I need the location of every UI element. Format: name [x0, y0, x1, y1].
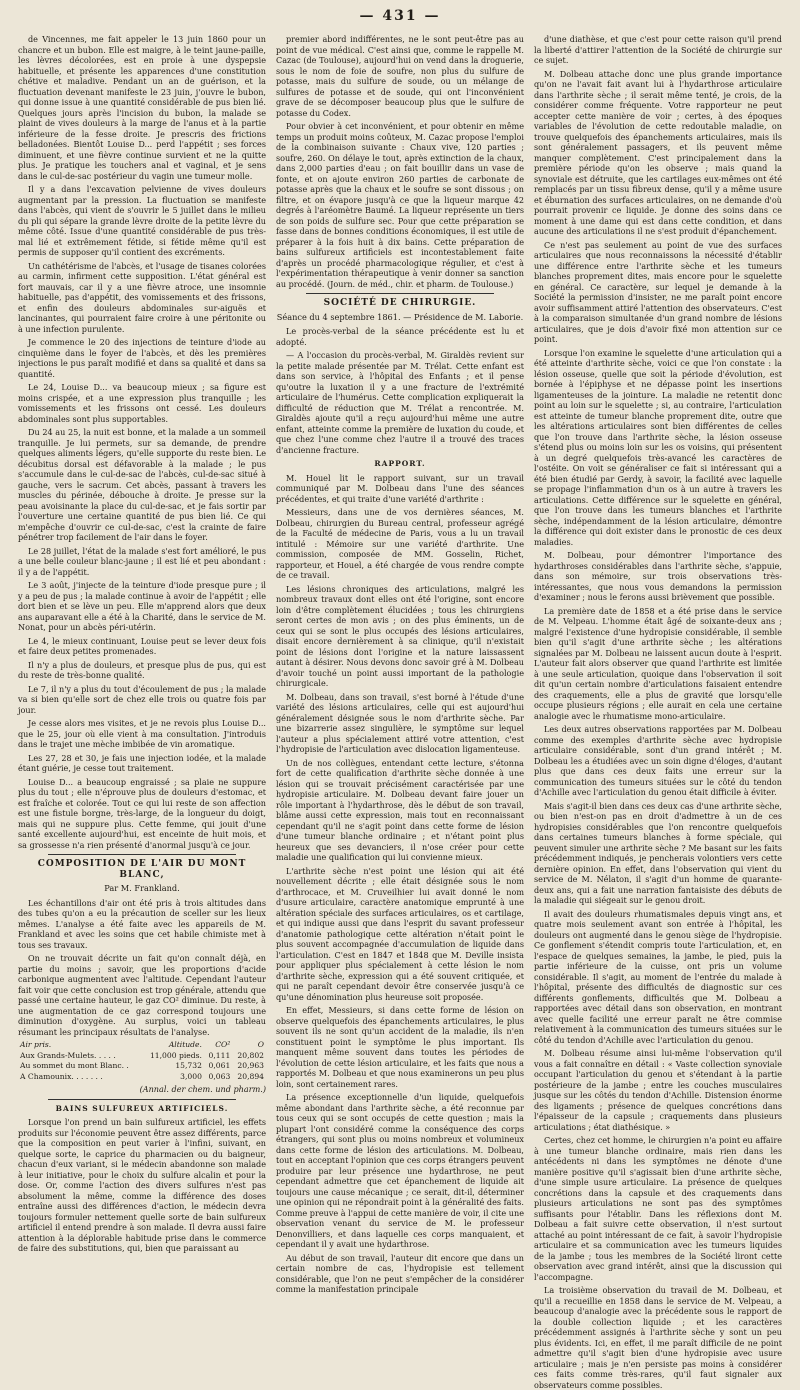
paragraph: La première date de 1858 et a été prise dans le service de M. Velpeau. L'homme était âgé de soixante-deux ans ; malgré l'existence d'une hydropisie considérable, il semble bien qu'il s'agit d'une arthrite sèche ; les altérations signalées par M. Dolbeau ne laissent aucun doute à l'esprit. L'auteur fait alors observer que quand l'arthrite est limitée à une seule articulation, quoique dans l'observation il soit dit qu'un certain nombre d'articulations faisaient entendre des craquements, elle a plus de gravité que lorsqu'elle occupe plusieurs régions ; elle aurait en cela une certaine analogie avec le rhumatisme mono-articulaire.: [534, 605, 782, 721]
bains-title: BAINS SULFUREUX ARTIFICIELS.: [55, 1103, 229, 1113]
paragraph: En effet, Messieurs, si dans cette forme de lésion on observe quelquefois des épanchements articulaires, le plus souvent ils ne sont qu'un accident de la maladie, ils n'en constituent point le symptôme le plus important. Ils manquent même souvent dans toutes les périodes de l'évolution de cette lésion articulaire, et les faits que nous a rapportés M. Dolbeau et que nous examinerons un peu plus loin, sont certainement rares.: [276, 1005, 524, 1089]
page-number: — 431 —: [359, 8, 441, 24]
paragraph: M. Houel lit le rapport suivant, sur un travail communiqué par M. Dolbeau dans l'une des séances précédentes, et qui traite d'une variété d'arthrite :: [276, 472, 524, 504]
table-row: [18, 1061, 266, 1072]
table-cell: Au sommet du mont Blanc. .: [20, 1061, 129, 1070]
paragraph: Il n'y a plus de douleurs, et presque plus de pus, qui est du reste de très-bonne qualité.: [18, 659, 266, 680]
paragraph: Du 24 au 25, la nuit est bonne, et la malade a un sommeil tranquille. Je lui permets, sur sa demande, de prendre quelques aliments légers, qu'elle supporte du reste bien. Le décubitus dorsal est défavorable à la malade ; le pus s'accumule dans le cul-de-sac de l'abcès, cul-de-sac situé à gauche, vers le sacrum. Cet abcès, passant à travers les muscles du périnée, débouche à droite. Je presse sur la peau avoisinante la place du cul-de-sac, et je fais sortir par l'ouverture une certaine quantité de pus bien lié. Ce qui m'empêche d'ouvrir ce cul-de-sac, c'est la crainte de faire pénétrer trop facilement de l'air dans le foyer.: [18, 427, 266, 542]
composition-byline: Par M. Frankland.: [104, 883, 180, 893]
paragraph: de Vincennes, me fait appeler le 13 juin 1860 pour un chancre et un bubon. Elle est maigre, à le teint jaune-paille, les lèvres décolorées, est en proie à une dyspepsie habituelle, et présente les apparences d'une constitution chétive et maladive. Pendant un an de guérison, et la fluctuation devenant manifeste le 23 juin, j'ouvre le bubon, qui donne issue à une quantité considérable de pus bien lié. Quelques jours après l'incision du bubon, la malade se plaint de vives douleurs à la marge de l'anus et à la partie inférieure de la fesse droite. Je prescris des frictions belladonées. Bientôt Louise D... perd l'appétit ; ses forces diminuent, et une fièvre continue survient et ne la quitte plus. Je pratique les touchers anal et vaginal, et je sens dans le cul-de-sac postérieur du vagin une tumeur molle.: [18, 34, 266, 181]
paragraph: Le 3 août, j'injecte de la teinture d'iode presque pure ; il y a peu de pus ; la malade continue à avoir de l'appétit ; elle dort bien et se lève un peu. Elle m'apprend alors que deux ans auparavant elle a été à la Charité, dans le service de M. Nonat, pour un abcès péri-utérin.: [18, 580, 266, 632]
paragraph: Le 7, il n'y a plus du tout d'écoulement de pus ; la malade va si bien qu'elle sort de chez elle trois ou quatre fois par jour.: [18, 683, 266, 715]
table-cell: 11,000 pieds.: [149, 1050, 202, 1060]
table-cell: 0,111: [208, 1050, 231, 1060]
paragraph: Les échantillons d'air ont été pris à trois altitudes dans des tubes qu'on a eu la précaution de sceller sur les lieux mêmes. L'analyse a été faite avec les appareils de M. Frankland et avec les soins que cet habile chimiste met à tous ses travaux.: [18, 897, 266, 950]
paragraph: Lorsque l'on examine le squelette d'une articulation qui a été atteinte d'arthrite sèche, voici ce que l'on constate : la lésion osseuse, quelle que soit la période d'évolution, est bornée à l'épiphyse et ne dépasse point les insertions ligamenteuses de la jointure. La maladie ne retentit donc point au loin sur le squelette ; si, au contraire, l'articulation est atteinte de tumeur blanche proprement dite, outre que les altérations articulaires sont bien différentes de celles que l'on trouve dans l'arthrite sèche, la lésion osseuse s'étend plus ou moins loin sur les os voisins, qui présentent à un degré quelquefois très-avancé les caractères de l'ostéite. On voit se généraliser ce fait si intéressant qui a été bien étudié par Gerdy, à savoir, la facilité avec laquelle se propage l'inflammation d'un os à un autre à travers les articulations. Cette différence sur le squelette en général, que l'on trouve dans les tumeurs blanches et l'arthrite sèche, indépendamment de la lésion articulaire, démontre la différence qui doit exister dans le pronostic de ces deux maladies.: [534, 347, 782, 547]
paragraph: Lorsque l'on prend un bain sulfureux artificiel, les effets produits sur l'économie peuvent être assez différents, parce que la composition en peut varier à l'infini, suivant, en quelque sorte, le caprice du pharmacien ou du baigneur, chacun d'eux variant, si le médecin abandonne son malade à leur initiative, pour le choix du sulfure alcalin et pour la dose. Or, comme l'action des divers sulfures n'est pas absolument la même, comme la différence des doses entraîne aussi des différences d'action, le médecin devra toujours formuler nettement quelle sorte de bain sulfureux artificiel il entend prendre à son malade. Il devra aussi faire attention à la déplorable habitude prise dans le commerce de faire des substitutions, qui, bien que paraissant au: [18, 1117, 266, 1253]
paragraph: Je commence le 20 des injections de teinture d'iode au cinquième dans le foyer de l'abcès, et dès les premières injections le pus paraît modifié et dans sa qualité et dans sa quantité.: [18, 337, 266, 379]
paragraph: Un de nos collègues, entendant cette lecture, s'étonna fort de cette qualification d'arthrite sèche donnée à une lésion qui se trouvait précisément caractérisée par une hydropisie articulaire. M. Dolbeau devant faire jouer un rôle important à l'hydarthrose, dès le début de son travail, blâme aussi cette expression, mais tout en reconnaissant cependant qu'il ne s'agit point dans cette forme de lésion d'une tumeur blanche ordinaire ; et n'étant point plus heureux que ses devanciers, il n'ose créer pour cette maladie une qualification qui lui convienne mieux.: [276, 757, 524, 862]
table-cell: 3,000: [180, 1071, 202, 1081]
column-right: [534, 34, 782, 1390]
paragraph: M. Dolbeau résume ainsi lui-même l'observation qu'il vous a fait connaître en détail : « Vaste collection synoviale occupant l'articulation du genou et s'étendant à la partie postérieure de la jambe ; entre les couches musculaires jusque sur les côtés du tendon d'Achille. Distension énorme des ligaments ; présence de quelques concrétions dans l'épaisseur de la capsule ; craquements dans plusieurs articulations ; état diathésique. »: [534, 1048, 782, 1132]
table-cell: 20,802: [237, 1050, 264, 1060]
section-divider: [48, 854, 236, 855]
paragraph: Les lésions chroniques des articulations, malgré les nombreux travaux dont elles ont été l'origine, sont encore loin d'être complètement élucidées ; tous les chirurgiens seront certes de mon avis ; on des plus éminents, un de ceux qui se sont le plus occupés des lésions articulaires, disait encore dernièrement à sa clinique, qu'il n'existait point de lésions dont l'origine et la nature laissassent autant à désirer. Nous devons donc savoir gré à M. Dolbeau d'avoir touché un point aussi important de la pathologie chirurgicale.: [276, 583, 524, 688]
paragraph: d'une diathèse, et que c'est pour cette raison qu'il prend la liberté d'attirer l'attention de la Société de chirurgie sur ce sujet.: [534, 34, 782, 65]
paragraph: Je cesse alors mes visites, et je ne revois plus Louise D... que le 25, jour où elle vient à ma consultation. J'introduis dans le trajet une mèche imbibée de vin aromatique.: [18, 718, 266, 749]
air-composition-table: [18, 1040, 266, 1082]
table-header: CO²: [215, 1040, 231, 1049]
paragraph: Le 4, le mieux continuant, Louise peut se lever deux fois et faire deux petites promenades.: [18, 635, 266, 656]
paragraph: Le procès-verbal de la séance précédente est lu et adopté.: [276, 326, 524, 347]
seance-line: Séance du 4 septembre 1861. — Présidence de M. Laborie.: [276, 311, 524, 322]
paragraph: Messieurs, dans une de vos dernières séances, M. Dolbeau, chirurgien du Bureau central, professeur agrégé de la Faculté de médecine de Paris, vous a lu un travail intitulé : Mémoire sur une variété d'arthrite. Une commission, composée de MM. Gosselin, Richet, rapporteur, et Houel, a été chargée de vous rendre compte de ce travail.: [276, 507, 524, 580]
column-middle: [276, 34, 525, 1294]
composition-source: (Annal. der chem. und pharm.): [139, 1084, 266, 1094]
paragraph: Le 28 juillet, l'état de la malade s'est fort amélioré, le pus a une belle couleur blanc-jaune ; il est lié et peu abondant : il y a de l'appétit.: [18, 545, 266, 577]
paragraph: Il avait des douleurs rhumatismales depuis vingt ans, et quatre mois seulement avant son entrée à l'hôpital, les douleurs ont augmenté dans le genou siège de l'hydropisie. Ce gonflement s'étendit compris toute l'articulation, et, en l'espace de quelques semaines, la jambe, le pied, puis la partie inférieure de la cuisse, ont pris un volume considérable. Il s'agit, au moment de l'entrée du malade à l'hôpital, présente des difficultés de diagnostic sur ces différents gonflements, difficultés que M. Dolbeau a rapportées avec détail dans son observation, en montrant avec quelle facilité une erreur paraît ne être commise relativement à la communication des tumeurs situées sur le côté du tendon d'Achille avec l'articulation du genou.: [534, 908, 782, 1045]
table-header: Altitude.: [168, 1040, 202, 1049]
paragraph: La troisième observation du travail de M. Dolbeau, et qu'il a recueillie en 1858 dans le service de M. Velpeau, a beaucoup d'analogie avec la précédente sous le rapport de la double collection liquide ; et les caractères précédemment assignés à l'arthrite sèche y sont un peu plus évidents. Ici, en effet, il me paraît difficile de ne point admettre qu'il s'agit bien d'une hydropisie avec usure articulaire ; mais je n'en persiste pas moins à considérer ces faits comme très-rares, qu'il faut signaler aux observateurs comme possibles.: [534, 1285, 782, 1390]
table-cell: Aux Grands-Mulets. . . . .: [20, 1050, 116, 1060]
paragraph: Louise D... a beaucoup engraissé ; sa plaie ne suppure plus du tout ; elle n'éprouve plus de douleurs d'estomac, et est fraîche et colorée. Tout ce qui lui reste de son affection est une fistule borgne, très-large, de la longueur du doigt, mais qui ne suppure plus. Cette femme, qui jouit d'une santé excellente aujourd'hui, est enceinte de huit mois, et sa grossesse n'a rien présenté d'anormal jusqu'à ce jour.: [18, 776, 266, 850]
table-cell: 20,963: [237, 1061, 264, 1070]
paragraph: premier abord indifférentes, ne le sont peut-être pas au point de vue médical. C'est ainsi que, comme le rappelle M. Cazac (de Toulouse), aujourd'hui on vend dans la droguerie, sous le nom de foie de soufre, non plus du sulfure de potasse, mais du sulfure de soude, ou un mélange de sulfures de potasse et de soude, qui ont l'inconvénient grave de se décomposer beaucoup plus que le sulfure de potasse du Codex.: [276, 34, 524, 118]
table-header: O: [257, 1040, 264, 1049]
paragraph: Le 24, Louise D... va beaucoup mieux ; sa figure est moins crispée, et a une expression plus tranquille ; les vomissements et les frissons ont cessé. Les douleurs abdominales sont plus supportables.: [18, 382, 266, 424]
table-cell: 0,061: [208, 1061, 231, 1070]
column-left: [18, 34, 266, 1253]
paragraph: Un cathétérisme de l'abcès, et l'usage de tisanes colorées au carmin, infirment cette supposition. L'état général est fort mauvais, car il y a une fièvre atroce, une insomnie habituelle, pas d'appétit, des vomissements et des frissons, et enfin des douleurs abdominales sur-aiguës et lancinantes, qui pourraient faire croire à une péritonite ou à une infection purulente.: [18, 260, 266, 334]
table-row: [18, 1072, 266, 1083]
paragraph: Les 27, 28 et 30, je fais une injection iodée, et la malade étant guérie, je cesse tout traitement.: [18, 752, 266, 773]
paragraph: La présence exceptionnelle d'un liquide, quelquefois même abondant dans l'arthrite sèche, a été reconnue par tous ceux qui se sont occupés de cette question ; mais la plupart l'ont considéré comme la conséquence des corps étrangers, qui sont plus ou moins nombreux et volumineux dans cette forme de lésion des articulations. M. Dolbeau, tout en acceptant l'opinion que ces corps étrangers peuvent produire par leur présence une hydarthrose, ne peut cependant admettre que cet épanchement de liquide ait toujours une cause mécanique ; ce serait, dit-il, déterminer une opinion qui ne répondrait point à la généralité des faits. Comme preuve à l'appui de cette manière de voir, il cite une observation venant du service de M. le professeur Denonvilliers, et dans laquelle ces corps manquaient, et cependant il y avait une hydarthrose.: [276, 1092, 525, 1249]
table-cell: 0,063: [208, 1071, 231, 1081]
paragraph: Mais s'agit-il bien dans ces deux cas d'une arthrite sèche, ou bien n'est-on pas en droit d'admettre à un de ces hydropisies considérables que l'on rencontre quelquefois dans certaines tumeurs blanches à forme spéciale, qui peuvent simuler une arthrite sèche ? Me basant sur les faits précédemment indiqués, je pencherais volontiers vers cette dernière opinion. En effet, dans l'observation qui vient du service de M. Nélaton, il s'agit d'un homme de quarante-deux ans, qui a fait une narration fantaisiste des débuts de la maladie qui siégeait sur le genou droit.: [534, 800, 782, 905]
table-cell: A Chamounix. . . . . . .: [20, 1071, 103, 1081]
paragraph: Ce n'est pas seulement au point de vue des surfaces articulaires que nous reconnaissons la nécessité d'établir une différence entre l'arthrite sèche et les tumeurs blanches proprement dites, mais encore pour le squelette en général. Ce caractère, sur lequel je demande à la Société la permission d'insister, ne me paraît point encore avoir suffisamment attiré l'attention des observateurs. C'est à la comparaison simultanée d'un grand nombre de lésions articulaires, que je dois d'avoir fixé mon attention sur ce point.: [534, 239, 782, 344]
paragraph: — A l'occasion du procès-verbal, M. Giraldès revient sur la petite malade présentée par M. Trélat. Cette enfant est dans son service, à l'hôpital des Enfants ; et il pense qu'outre la luxation il y a une fracture de l'extrémité articulaire de l'humérus. Cette complication expliquerait la difficulté de réduction que M. Trélat a rencontrée. M. Giraldès ajoute qu'il a reçu aujourd'hui même une autre enfant, atteinte comme la première de luxation du coude, et que chez l'une comme chez l'autre il a trouvé des traces d'ancienne fracture.: [276, 350, 524, 455]
paragraph: Pour obvier à cet inconvénient, et pour obtenir en même temps un produit moins coûteux, M. Cazac propose l'emploi de la combinaison suivante : Chaux vive, 120 parties ; soufre, 260. On délaye le tout, après extinction de la chaux, dans 2,000 parties d'eau ; on fait bouillir dans un vase de fonte, et on ajoute environ 260 parties de carbonate de potasse après que la chaux et le soufre se sont dissous ; on filtre, et on évapore jusqu'à ce que la liqueur marque 42 degrés à l'aréomètre Baumé. La liqueur représente un tiers de son poids de sulfure sec. Pour que cette préparation se fasse dans de bonnes conditions économiques, il est utile de préparer à la fois huit à dix bains. Cette préparation de bains sulfureux artificiels est incontestablement faite d'après un procédé pharmacologique régulier, et c'est à l'expérimentation thérapeutique à venir donner sa sanction au procédé. (Journ. de méd., chir. et pharm. de Toulouse.): [276, 121, 524, 289]
paragraph: Les deux autres observations rapportées par M. Dolbeau comme des exemples d'arthrite sèche avec hydropisie articulaire considérable, sont d'un grand intérêt ; M. Dolbeau les a étudiées avec un soin digne d'éloges, d'autant plus que dans ces deux faits une erreur sur la communication des tumeurs situées sur le côté du tendon d'Achille avec l'articulation du genou était difficile à éviter.: [534, 724, 782, 797]
rapport-title: RAPPORT.: [374, 459, 426, 468]
table-row: [18, 1051, 266, 1062]
societe-title: SOCIÉTÉ DE CHIRURGIE.: [323, 298, 477, 308]
paragraph: Au début de son travail, l'auteur dit encore que dans un certain nombre de cas, l'hydropisie est tellement considérable, que l'on ne peut s'empêcher de la considérer comme la manifestation principale: [276, 1252, 524, 1294]
paragraph: M. Dolbeau attache donc une plus grande importance qu'on ne l'avait fait avant lui à l'hydarthrose articulaire dans l'arthrite sèche ; il serait même tenté, je crois, de la considérer comme fréquente. Votre rapporteur ne peut accepter cette manière de voir ; certes, à des époques variables de l'évolution de cette redoutable maladie, on trouve quelquefois des épanchements articulaires, mais ils sont généralement passagers, et ils peuvent même manquer complètement. C'est principalement dans la première période qu'on les observe ; mais quand la synoviale est détruite, que les cartilages eux-mêmes ont été remplacés par un tissu fibreux dense, qu'il y a même usure et éburnation des surfaces articulaires, on ne demande d'où pourrait provenir ce liquide. Je donne des soins dans ce moment à une dame qui est dans cette condition, et dans aucune des articulations il ne s'est produit d'épanchement.: [534, 68, 782, 236]
composition-title: COMPOSITION DE L'AIR DU MONT BLANC,: [37, 859, 247, 880]
paragraph: Il y a dans l'excavation pelvienne de vives douleurs augmentant par la pression. La fluctuation se manifeste dans l'abcès, qui vient de s'ouvrir le 5 juillet dans le milieu du pli qui sépare la grande lèvre droite de la petite lèvre du même côté. Issue d'une quantité considérable de pus très-mal lié et extrêmement fétide, si fétide même qu'il est permis de supposer qu'il contient des excréments.: [18, 184, 266, 257]
paragraph: Certes, chez cet homme, le chirurgien n'a point eu affaire à une tumeur blanche ordinaire, mais rien dans les antécédents ni dans les symptômes ne dénote d'une manière positive qu'il s'agissait bien d'une arthrite sèche, d'une simple usure articulaire. La présence de quelques concrétions dans la capsule et des craquements dans plusieurs articulations ne sont pas des symptômes suffisants pour l'établir. Dans les réflexions dont M. Dolbeau a fait suivre cette observation, il n'est surtout attaché au point intéressant de ce fait, à savoir l'hydropisie articulaire et sa communication avec les tumeurs liquides de la jambe ; tous les membres de la Société liront cette observation avec grand intérêt, ainsi que la discussion qui l'accompagne.: [534, 1135, 782, 1282]
paragraph: L'arthrite sèche n'est point une lésion qui ait été nouvellement décrite ; elle était désignée sous le nom d'arthrocace, et M. Cruveilhier lui avait donné le nom d'usure articulaire, caractère anatomique emprunté à une altération spéciale des surfaces articulaires, os et cartilage, et qui indique aussi que dans l'esprit du savant professeur d'anatomie pathologique cette altération n'était point le plus souvent accompagnée d'accumulation de liquide dans l'articulation. C'est en 1847 et 1848 que M. Deville insista pour appliquer plus spécialement à cette lésion le nom d'arthrite sèche, expression qui a été souvent critiquée, et qui ne paraît cependant devoir être conservée jusqu'à ce qu'une dénomination plus heureuse soit proposée.: [276, 865, 524, 1002]
paragraph: M. Dolbeau, dans son travail, s'est borné à l'étude d'une variété des lésions articulaires, celle qui est aujourd'hui généralement désignée sous le nom d'arthrite sèche. Par une bizarrerie assez singulière, le symptôme sur lequel l'auteur a plus spécialement attiré votre attention, c'est l'hydropisie de l'articulation avec dislocation ligamenteuse.: [276, 691, 524, 754]
paragraph: On ne trouvait décrite un fait qu'on connaît déjà, en partie du moins ; savoir, que les proportions d'acide carbonique augmentent avec l'altitude. Cependant l'auteur fait voir que cette conclusion est trop générale, attendu que passé une certaine hauteur, le gaz CO² diminue. Du reste, à une augmentation de ce gaz correspond toujours une diminution d'oxygène. Au surplus, voici un tableau résumant les principaux résultats de l'analyse.: [18, 953, 266, 1037]
article-continuation: [18, 34, 266, 850]
table-cell: 15,732: [175, 1061, 202, 1070]
section-divider: [306, 293, 494, 294]
section-divider: [48, 1099, 236, 1100]
table-cell: 20,894: [237, 1071, 264, 1081]
table-header: Air pris.: [20, 1040, 52, 1049]
paragraph: M. Dolbeau, pour démontrer l'importance des hydarthroses considérables dans l'arthrite sèche, s'appuie, dans son mémoire, sur trois observations très-intéressantes, que nous vous demandons la permission d'examiner ; nous le ferons aussi brièvement que possible.: [534, 550, 782, 602]
table-header-row: [18, 1040, 266, 1051]
